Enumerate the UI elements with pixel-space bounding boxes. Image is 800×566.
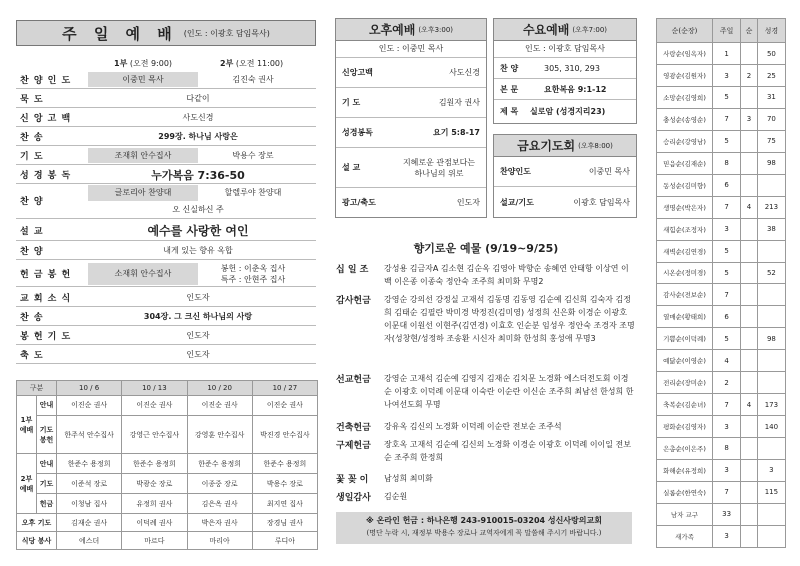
group-row [657,438,786,460]
duty-cell: 한준수 용정희 [187,454,252,474]
group-count: 7 [713,284,741,306]
groups-head: 순 [741,19,758,43]
offering-label: 감사헌금 [336,296,371,306]
group-count: 70 [757,108,785,130]
afternoon-service [335,18,487,218]
order-center: 인도자 [186,350,210,359]
order-label: 신 앙 고 백 [20,114,72,124]
duty-role: 식당 봉사 [17,532,57,550]
order-row [16,128,316,146]
order-center: 누가복음 7:36-50 [151,168,245,182]
duty-role: 헌금 [37,494,57,514]
afternoon-row [336,188,486,216]
duty-cell: 이진순 권사 [57,396,122,416]
group-name: 시온순(정미경) [657,262,713,284]
duty-cell: 유정희 권사 [122,494,187,514]
second-service-label: 2부 [220,59,234,68]
group-count: 98 [757,152,785,174]
offering-label: 구제헌금 [336,441,371,451]
group-row [657,196,786,218]
afternoon-leader: 인도 : 이중민 목사 [336,41,486,58]
group-count [757,306,785,328]
group-count: 3 [757,459,785,481]
offering-label: 생일감사 [336,493,371,503]
group-row [657,43,786,65]
afternoon-row-label: 설 교 [342,163,361,172]
offering-names: 장호옥 고재석 김순예 김신의 노경화 이경순 이광호 이덕례 이이일 전보순 조주희 한정희 [384,440,631,462]
wednesday-row-value: 305, 310, 293 [544,63,600,73]
offering-label: 건축헌금 [336,423,371,433]
group-count [741,152,758,174]
special-music: 특주 : 안현주 집사 [220,274,286,284]
order-row [16,261,316,287]
group-row [657,350,786,372]
group-count: 6 [713,306,741,328]
order-label: 봉 헌 기 도 [20,332,72,342]
groups-head: 주일 [713,19,741,43]
group-name: 열매순(황태희) [657,306,713,328]
duty-role: 오후 기도 [17,514,57,532]
afternoon-row-value: 사도신경 [449,68,480,77]
friday-row [494,187,636,217]
duty-cell: 박광순 장로 [122,474,187,494]
group-count [757,284,785,306]
duty-role: 기도 [37,474,57,494]
duty-cell: 이진순 권사 [122,396,187,416]
friday-title: 금요기도회 [517,139,576,153]
group-count [741,372,758,394]
afternoon-row-label: 신앙고백 [342,68,373,77]
offering-row [336,293,636,345]
wednesday-row-value: 요한복음 9:1-12 [544,84,607,94]
duty-cell: 김은옥 권사 [187,494,252,514]
order-row [16,147,316,165]
sunday-title: 주 일 예 배 [62,24,178,43]
notice-bank: ※ 온라인 헌금 : 하나은행 243-910015-03204 성신사랑의교회 [366,516,602,525]
duty-cell: 박진경 안수집사 [252,415,317,453]
afternoon-row-label: 성경봉독 [342,128,373,137]
group-count: 5 [713,240,741,262]
offering-label: 선교헌금 [336,375,371,385]
group-row [657,372,786,394]
duty-cell: 박용수 장로 [252,474,317,494]
order-first: 이중민 목사 [88,72,198,87]
order-center: 다같이 [186,94,210,103]
wednesday-time: (오후7:00) [572,25,608,34]
duty-role: 안내 [37,454,57,474]
group-count: 5 [713,328,741,350]
friday-row-label: 설교/기도 [500,197,534,207]
group-count: 5 [713,130,741,152]
group-row [657,218,786,240]
group-name: 새벽순(김연경) [657,240,713,262]
order-label: 성 경 봉 독 [20,171,72,181]
group-name: 실롬순(한연숙) [657,481,713,503]
duty-cell: 최지연 집사 [252,494,317,514]
duty-cell: 이진순 권사 [187,396,252,416]
order-row [16,90,316,108]
group-count [757,438,785,460]
group-count [741,218,758,240]
group-count: 3 [713,459,741,481]
duty-cell: 한준수 용정희 [252,454,317,474]
order-label: 설 교 [20,227,44,237]
order-label: 찬 양 인 도 [20,76,72,86]
sunday-leader: (인도 : 이광호 담임목사) [183,28,270,38]
group-name: 평화순(김영자) [657,416,713,438]
offering-row [336,438,636,464]
offering-names: 남성희 최미화 [384,474,433,483]
wednesday-row-label: 찬 양 [500,63,519,73]
order-label: 교 회 소 식 [20,294,72,304]
group-count [757,503,785,525]
duty-cell: 한준수 용정희 [122,454,187,474]
order-label: 묵 도 [20,95,44,105]
duty-cell: 이종중 장로 [187,474,252,494]
group-count: 31 [757,87,785,109]
group-count [741,416,758,438]
duty-role: 안내 [37,396,57,416]
friday-prayer [493,134,637,218]
group-count: 3 [713,65,741,87]
group-count [741,438,758,460]
group-name: 새힘순(조정자) [657,218,713,240]
order-song: 오 신실하신 주 [172,205,224,214]
group-row [657,394,786,416]
offering-row [336,472,636,485]
afternoon-row-value: 지혜로운 관점보다는 하나님의 위로 [402,157,476,178]
group-name: 승리순(강영남) [657,130,713,152]
friday-header [494,135,636,157]
group-row [657,87,786,109]
group-name: 생명순(박은자) [657,196,713,218]
group-count: 75 [757,130,785,152]
duty-head: 10 / 27 [252,381,317,396]
first-service-cell: 1부 예배 [17,396,37,454]
group-count [741,525,758,547]
order-row [16,185,316,219]
group-count: 8 [713,152,741,174]
group-count: 8 [713,438,741,460]
order-row [16,166,316,184]
group-name: 믿음순(김재순) [657,152,713,174]
order-first: 글로리아 찬양대 [88,185,198,201]
group-row [657,130,786,152]
offering-names: 강성용 김금자A 김소현 김순옥 김영아 박향순 송혜연 안태항 이상연 이백 이은종 이종숙 정안숙 조주희 최미화 무명2 [384,264,629,286]
group-name: 전리순(장미순) [657,372,713,394]
group-count [741,262,758,284]
afternoon-row-label: 광고/축도 [342,197,376,207]
notice-missing: (명단 누락 시, 재정부 박용수 장로나 교역자에게 꼭 말씀해 주시기 바랍니다.) [366,529,602,537]
offering-names: 강유옥 김신의 노경화 이덕례 이순란 전보순 조주석 [384,422,562,431]
order-label: 기 도 [20,152,44,162]
sunday-title-box [16,20,316,46]
wednesday-leader: 인도 : 이광호 담임목사 [494,41,636,58]
group-name: 화해순(유정희) [657,459,713,481]
group-count: 33 [713,503,741,525]
afternoon-row [336,118,486,148]
group-name: 감사순(전보순) [657,284,713,306]
order-row [16,71,316,89]
offering-row [336,490,636,503]
group-count [757,350,785,372]
order-row [16,308,316,326]
groups-head: 순(순장) [657,19,713,43]
order-row [16,221,316,241]
order-label: 찬 송 [20,133,44,143]
group-count: 98 [757,328,785,350]
duty-cell: 장경님 권사 [252,514,317,532]
group-name: 예닮순(이영순) [657,350,713,372]
group-count [741,328,758,350]
offering-title: 향기로운 예물 (9/19~9/25) [413,242,559,255]
afternoon-row-value: 요기 5:8-17 [432,128,480,137]
duty-head: 10 / 6 [57,381,122,396]
group-row [657,240,786,262]
group-count: 2 [741,65,758,87]
group-count: 3 [713,416,741,438]
group-count [741,284,758,306]
group-count: 3 [713,218,741,240]
group-count: 213 [757,196,785,218]
order-row [16,327,316,345]
wednesday-row [494,79,636,100]
group-count: 7 [713,481,741,503]
group-count [741,481,758,503]
afternoon-row-value: 인도자 [456,197,480,207]
friday-row-value: 이중민 목사 [588,167,630,176]
group-name: 소망순(김영희) [657,87,713,109]
duty-cell: 이청남 집사 [57,494,122,514]
group-count [741,306,758,328]
duty-table [16,380,318,550]
second-service-cell: 2부 예배 [17,454,37,514]
group-count: 115 [757,481,785,503]
duty-head: 10 / 20 [187,381,252,396]
group-count: 3 [713,525,741,547]
group-count: 4 [741,196,758,218]
groups-table [656,18,786,548]
duty-cell: 이진순 권사 [252,396,317,416]
order-first: 조재휘 안수집사 [88,148,198,163]
duty-cell: 박은자 권사 [187,514,252,532]
order-center: 304장. 그 크신 하나님의 사랑 [143,312,253,321]
group-name: 기쁨순(이덕례) [657,328,713,350]
groups-head: 성경 [757,19,785,43]
group-count: 50 [757,43,785,65]
group-row [657,416,786,438]
offering-label: 꽃 꽂 이 [336,475,369,485]
duty-cell: 마르다 [122,532,187,550]
group-name: 남자 교구 [657,503,713,525]
group-count: 4 [741,394,758,416]
group-name: 축복순(김순녀) [657,394,713,416]
wednesday-service [493,18,637,124]
group-count [757,174,785,196]
order-second: 박용수 장로 [232,151,274,160]
offering-names: 강영순 강의선 강정실 고재석 김동명 김동영 김순예 김신희 김숙자 김정희 김태순 김필란 박미경 박정진(김미영) 성정희 신은화 이경순 이광호 이문대 이원선 이현주(김연경) 이효호 인순분 임성우 정안숙 조경자 조명자(성창현/성정하 조송환 시신자 최미화 한성희 홍성애 무명3 [384,295,635,343]
group-count [741,240,758,262]
group-count [741,459,758,481]
duty-cell: 한준수 용정희 [57,454,122,474]
duty-head: 구분 [17,381,57,396]
group-row [657,108,786,130]
order-center: 내게 있는 향유 옥합 [163,246,233,255]
group-count: 2 [713,372,741,394]
order-second: 김진숙 권사 [232,75,274,84]
offering-row [336,372,636,411]
friday-time: (오후8:00) [578,141,613,150]
group-name: 충성순(송영순) [657,108,713,130]
friday-row [494,157,636,187]
first-service-time: (오전 9:00) [129,59,173,68]
group-row [657,174,786,196]
group-count [757,525,785,547]
order-row [16,346,316,364]
afternoon-time: (오후3:00) [418,25,454,34]
order-row [16,242,316,260]
friday-row-value: 이광호 담임목사 [573,197,630,207]
duty-role: 기도 봉헌 [37,415,57,453]
group-row [657,284,786,306]
offering-label: 십 일 조 [336,265,369,275]
wednesday-row-label: 본 문 [500,84,519,94]
group-name: 새가족 [657,525,713,547]
afternoon-row [336,148,486,188]
second-service-time: (오전 11:00) [235,59,284,68]
duty-cell: 김재순 권사 [57,514,122,532]
group-count: 7 [713,108,741,130]
group-row [657,459,786,481]
group-row [657,65,786,87]
wednesday-row-value: 실로암 (성경지리23) [530,106,606,116]
group-name: 영광순(김원자) [657,65,713,87]
afternoon-row [336,88,486,118]
friday-row-label: 찬양인도 [500,167,531,176]
group-count: 1 [713,43,741,65]
group-row [657,503,786,525]
group-row [657,525,786,547]
group-row [657,481,786,503]
online-offering-notice [336,512,632,544]
group-name: 사랑순(임옥자) [657,43,713,65]
order-center: 인도자 [186,331,210,340]
duty-cell: 마리아 [187,532,252,550]
group-count: 5 [713,87,741,109]
group-count [741,87,758,109]
order-label: 축 도 [20,351,44,361]
wednesday-row [494,100,636,122]
group-count: 5 [713,262,741,284]
order-label: 찬 양 [20,197,44,207]
group-count [757,372,785,394]
duty-cell: 이덕례 권사 [122,514,187,532]
wednesday-header [494,19,636,41]
group-count [741,503,758,525]
group-count [741,174,758,196]
offering-names: 강영순 고재석 김순예 김영지 김재순 김치문 노경화 에스더전도회 이경순 이광호 이덕례 이문대 이숙란 이순란 이신순 조주희 최남선 한성희 한나여선도회 무명 [384,374,634,409]
duty-cell: 이준석 장로 [57,474,122,494]
afternoon-row-value: 김원자 권사 [438,98,480,107]
group-count [741,130,758,152]
group-count [757,240,785,262]
offering-names: 김순원 [384,492,408,501]
duty-cell: 강영훈 안수집사 [187,415,252,453]
afternoon-row [336,58,486,88]
group-row [657,262,786,284]
duty-cell: 에스더 [57,532,122,550]
order-first: 소재휘 안수집사 [88,263,198,285]
group-count: 7 [713,394,741,416]
duty-cell: 루디아 [252,532,317,550]
order-label: 찬 송 [20,313,44,323]
wednesday-row-label: 제 목 [500,106,519,116]
group-row [657,306,786,328]
group-count: 6 [713,174,741,196]
duty-cell: 한주석 안수집사 [57,415,122,453]
group-count: 173 [757,394,785,416]
group-count: 3 [741,108,758,130]
order-center: 299장. 하나님 사랑은 [158,132,238,141]
group-name: 동성순(김미향) [657,174,713,196]
order-center: 사도신경 [182,113,214,122]
afternoon-row-label: 기 도 [342,98,361,107]
duty-head: 10 / 13 [122,381,187,396]
group-count: 140 [757,416,785,438]
offering-row [336,262,636,288]
group-name: 은총순(이은주) [657,438,713,460]
order-row [16,109,316,127]
group-count: 52 [757,262,785,284]
order-label: 찬 양 [20,247,44,257]
first-service-label: 1부 [114,59,128,68]
group-count [741,43,758,65]
afternoon-header [336,19,486,41]
offering-presenter: 봉헌 : 이춘옥 집사 [220,263,286,273]
order-label: 헌 금 봉 헌 [20,270,72,280]
order-second: 할렐루야 찬양대 [224,188,282,197]
group-row [657,152,786,174]
group-row [657,328,786,350]
duty-cell: 강영근 안수집사 [122,415,187,453]
wednesday-title: 수요예배 [522,23,570,37]
sermon-title: 예수를 사랑한 여인 [147,224,249,238]
offering-row [336,420,636,433]
wednesday-row [494,58,636,79]
group-count: 4 [713,350,741,372]
group-count: 7 [713,196,741,218]
group-count: 38 [757,218,785,240]
afternoon-title: 오후예배 [368,23,416,37]
order-row [16,289,316,307]
order-center: 인도자 [186,293,210,302]
group-count: 25 [757,65,785,87]
group-count [741,350,758,372]
